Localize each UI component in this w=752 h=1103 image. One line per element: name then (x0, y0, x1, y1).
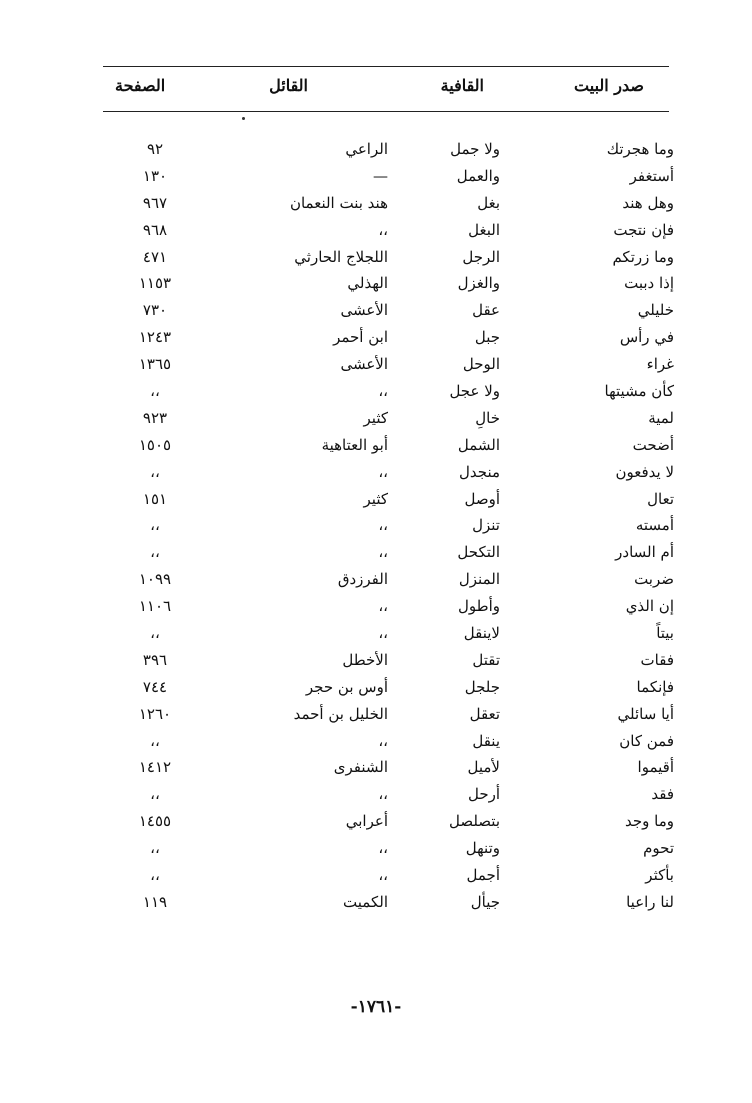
rhyme-cell: الشمل (457, 435, 500, 454)
page-cell: ٧٣٠ (142, 301, 168, 320)
table-row (0, 756, 752, 783)
header-rule (103, 111, 669, 112)
verse-cell: تعال (647, 489, 674, 508)
verse-cell: غراء (646, 355, 674, 374)
table-row (0, 649, 752, 676)
page-cell: ٩٢ (146, 140, 164, 158)
rhyme-cell: البغل (468, 220, 500, 239)
page-cell: ،، (150, 731, 160, 750)
page-number: -١٧٦١- (350, 997, 402, 1017)
page-cell: ١٣٠ (142, 166, 168, 185)
verse-cell: كأن مشيتها (604, 382, 674, 401)
table-row (0, 864, 752, 891)
rhyme-cell: والعمل (456, 166, 500, 185)
poet-cell: ،، (378, 220, 388, 239)
poet-cell: كثير (363, 489, 388, 508)
poet-cell: اللجلاج الحارثي (294, 247, 388, 266)
stray-dot (242, 117, 245, 120)
verse-cell: خليلي (637, 301, 674, 320)
verse-cell: لمية (648, 408, 674, 427)
verse-cell: فإن نتجت (613, 220, 674, 239)
page-cell: ١٣٦٥ (138, 355, 172, 374)
page-cell: ١٤٥٥ (138, 812, 172, 831)
rhyme-cell: أجمل (466, 866, 500, 885)
page-cell: ١١٠٦ (138, 597, 172, 616)
verse-cell: أقيموا (637, 758, 674, 777)
page-cell: ،، (150, 785, 160, 804)
rhyme-cell: جبل (474, 328, 500, 347)
table-row (0, 541, 752, 568)
page-cell: ،، (150, 543, 160, 562)
poet-cell: الأعشى (340, 301, 388, 320)
page-cell: ١٢٦٠ (138, 704, 172, 723)
verse-cell: وما زرتكم (612, 247, 674, 266)
verse-cell: أم السادر (615, 543, 674, 562)
table-row (0, 138, 752, 165)
rhyme-cell: بتصلصل (448, 812, 500, 831)
verse-cell: ضربت (634, 570, 674, 589)
rhyme-cell: تقتل (472, 650, 500, 669)
poet-cell: ،، (378, 543, 388, 562)
rhyme-cell: وتنهل (465, 839, 500, 858)
table-row (0, 380, 752, 407)
table-row (0, 703, 752, 730)
verse-cell: فقات (640, 650, 674, 669)
rhyme-cell: التكحل (457, 543, 500, 562)
table-row (0, 891, 752, 918)
index-table (0, 138, 752, 918)
poet-cell: ،، (378, 597, 388, 616)
poet-cell: الشنفرى (333, 758, 388, 777)
table-row (0, 730, 752, 757)
poet-cell: الهذلي (347, 274, 388, 293)
rhyme-cell: خالِ (475, 408, 500, 427)
rhyme-cell: ينقل (472, 731, 500, 750)
page-cell: ٧٤٤ (142, 677, 168, 696)
poet-cell: ابن أحمر (333, 328, 388, 347)
table-row (0, 272, 752, 299)
verse-cell: وهل هند (622, 193, 674, 212)
poet-cell: الكميت (343, 892, 388, 911)
page-cell: ،، (150, 866, 160, 885)
poet-cell: الأعشى (340, 355, 388, 374)
verse-cell: وما هجرتك (606, 140, 674, 158)
poet-cell: ،، (378, 624, 388, 643)
table-row (0, 165, 752, 192)
table-row (0, 514, 752, 541)
page-cell: ١٢٤٣ (138, 328, 172, 347)
verse-cell: إذا دببت (624, 274, 674, 293)
verse-cell: إن الذي (625, 597, 674, 616)
table-row (0, 299, 752, 326)
table-row (0, 622, 752, 649)
page-cell: ،، (150, 839, 160, 858)
poet-cell: ،، (378, 462, 388, 481)
rhyme-cell: جيأل (470, 892, 500, 911)
poet-cell: ،، (378, 839, 388, 858)
page-cell: ٩٢٣ (142, 408, 168, 427)
verse-cell: لا يدفعون (615, 462, 674, 481)
rhyme-cell: وأطول (458, 597, 500, 616)
rhyme-cell: تنزل (472, 516, 500, 535)
verse-cell: أمسته (635, 516, 674, 535)
table-row (0, 434, 752, 461)
verse-cell: بأكثر (645, 866, 674, 885)
rhyme-cell: المنزل (458, 570, 500, 589)
table-row (0, 353, 752, 380)
rhyme-cell: أرحل (467, 785, 500, 804)
poet-cell: ،، (378, 866, 388, 885)
table-row (0, 326, 752, 353)
poet-cell: هند بنت النعمان (289, 193, 388, 212)
verse-cell: تحوم (643, 839, 674, 858)
header-page: الصفحة (115, 76, 166, 95)
top-rule (103, 66, 669, 67)
table-row (0, 461, 752, 488)
header-rhyme: القافية (440, 76, 484, 95)
table-row (0, 192, 752, 219)
rhyme-cell: ولا جمل (450, 140, 500, 158)
rhyme-cell: ولا عجل (449, 382, 500, 401)
poet-cell: الراعي (345, 140, 388, 158)
verse-cell: فإنكما (636, 677, 674, 696)
verse-cell: لنا راعيا (626, 892, 674, 911)
table-row (0, 783, 752, 810)
rhyme-cell: الرجل (462, 247, 500, 266)
poet-cell: كثير (363, 408, 388, 427)
verse-cell: أضحت (632, 435, 674, 454)
page-cell: ٩٦٨ (142, 220, 168, 239)
verse-cell: بيتاً (656, 624, 674, 643)
verse-cell: أيا سائلي (617, 704, 674, 723)
verse-cell: في رأس (619, 328, 674, 347)
page-cell: ١٥٠٥ (138, 435, 172, 454)
rhyme-cell: عقل (472, 301, 500, 320)
header-verse-start: صدر البيت (574, 76, 644, 95)
rhyme-cell: والغزل (457, 274, 500, 293)
table-row (0, 488, 752, 515)
rhyme-cell: الوحل (462, 355, 500, 374)
page-cell: ٩٦٧ (142, 193, 168, 212)
poet-cell: الخليل بن أحمد (293, 704, 388, 723)
verse-cell: فمن كان (619, 731, 674, 750)
poet-cell: الفرزدق (337, 570, 388, 589)
poet-cell: ،، (378, 785, 388, 804)
page-cell: ،، (150, 462, 160, 481)
rhyme-cell: أوصل (464, 489, 500, 508)
poet-cell: أبو العتاهية (321, 435, 388, 454)
rhyme-cell: لأميل (467, 758, 500, 777)
page-cell: ٣٩٦ (142, 650, 168, 669)
table-row (0, 810, 752, 837)
table-row (0, 219, 752, 246)
page-cell: ،، (150, 516, 160, 535)
poet-cell: — (373, 166, 388, 185)
poet-cell: الأخطل (342, 650, 388, 669)
poet-cell: ،، (378, 516, 388, 535)
verse-cell: فقد (651, 785, 674, 804)
page-cell: ١٤١٢ (138, 758, 172, 777)
page-cell: ١١٩ (142, 892, 168, 911)
table-row (0, 246, 752, 273)
table-row (0, 837, 752, 864)
verse-cell: أستغفر (629, 166, 674, 185)
rhyme-cell: جلجل (464, 677, 500, 696)
poet-cell: أعرابي (345, 812, 388, 831)
rhyme-cell: تعقل (469, 704, 500, 723)
poet-cell: ،، (378, 382, 388, 401)
table-row (0, 676, 752, 703)
page-cell: ١١٥٣ (138, 274, 172, 293)
poet-cell: أوس بن حجر (305, 677, 388, 696)
page-cell: ١٠٩٩ (138, 570, 172, 589)
header-poet: القائل (269, 76, 308, 95)
page-cell: ١٥١ (142, 489, 168, 508)
table-row (0, 595, 752, 622)
verse-cell: وما وجد (624, 812, 674, 831)
rhyme-cell: منجدل (458, 462, 500, 481)
table-row (0, 407, 752, 434)
rhyme-cell: لاينقل (463, 624, 500, 643)
page-cell: ،، (150, 382, 160, 401)
page-cell: ،، (150, 624, 160, 643)
page-cell: ٤٧١ (142, 247, 168, 266)
poet-cell: ،، (378, 731, 388, 750)
rhyme-cell: بغل (477, 193, 500, 212)
table-row (0, 568, 752, 595)
